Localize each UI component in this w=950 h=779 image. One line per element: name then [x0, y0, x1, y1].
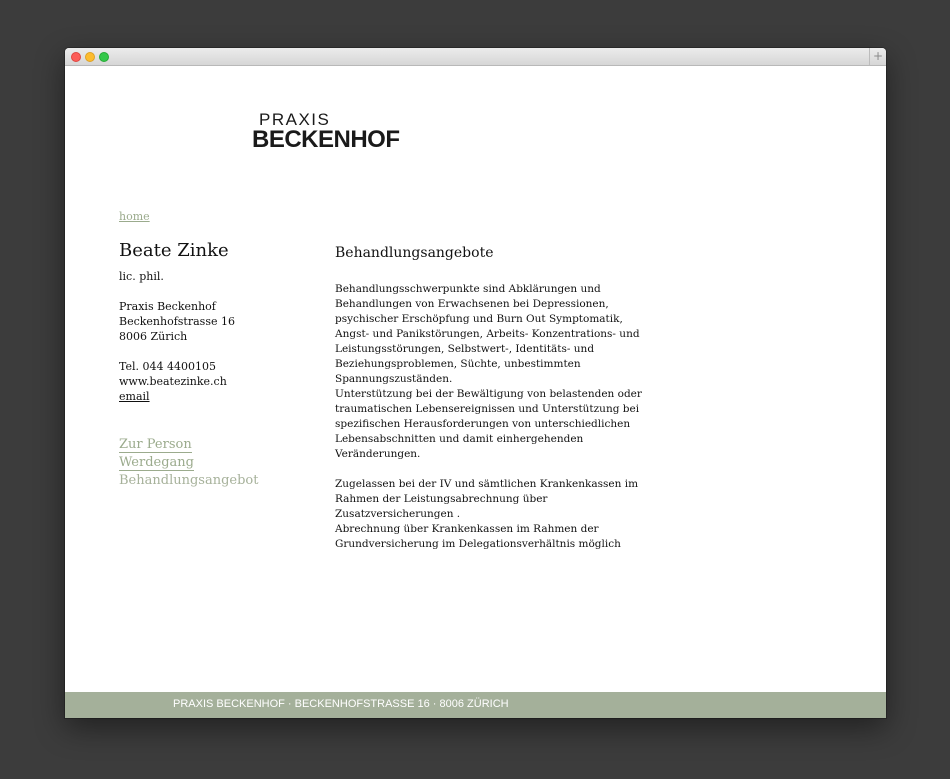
nav-item-label: Behandlungsangebot — [119, 473, 259, 488]
nav-item-label: Zur Person — [119, 437, 192, 452]
academic-title: lic. phil. — [119, 270, 164, 283]
paragraph-line: Lebensabschnitten und damit einhergehenden — [335, 433, 584, 445]
content-heading: Behandlungsangebote — [335, 245, 494, 261]
section-nav — [119, 436, 258, 490]
practice-name: Praxis Beckenhof — [119, 300, 216, 313]
phone-number: Tel. 044 4400105 — [119, 360, 216, 373]
paragraph-line: Spannungszuständen. — [335, 373, 453, 385]
paragraph-line: Zusatzversicherungen . — [335, 508, 461, 520]
nav-item-label: Werdegang — [119, 455, 194, 470]
browser-window — [65, 48, 886, 718]
person-name: Beate Zinke — [119, 240, 229, 261]
contact-block — [119, 269, 235, 404]
paragraph-line: Leistungsstörungen, Selbstwert-, Identitäts- und — [335, 343, 595, 355]
home-link[interactable]: home — [119, 210, 150, 223]
paragraph-line: Abrechnung über Krankenkassen im Rahmen der — [335, 523, 599, 535]
minimize-window-button[interactable] — [85, 52, 95, 62]
paragraph-line: Angst- und Panikstörungen, Arbeits- Konzentrations- und — [335, 328, 640, 340]
new-tab-button[interactable]: + — [869, 48, 886, 65]
zoom-window-button[interactable] — [99, 52, 109, 62]
paragraph-line: psychischer Erschöpfung und Burn Out Symptomatik, — [335, 313, 623, 325]
paragraph-line: Unterstützung bei der Bewältigung von belastenden oder — [335, 388, 642, 400]
paragraph-line: Behandlungsschwerpunkte sind Abklärungen und — [335, 283, 601, 295]
paragraph-line: Veränderungen. — [335, 448, 421, 460]
street-address: Beckenhofstrasse 16 — [119, 315, 235, 328]
nav-item-behandlungsangebot[interactable] — [119, 472, 258, 490]
website-text: www.beatezinke.ch — [119, 375, 227, 388]
footer-bar — [65, 692, 886, 718]
paragraph-line: spezifischen Herausforderungen von unterschiedlichen — [335, 418, 631, 430]
email-link[interactable]: email — [119, 390, 150, 403]
city-address: 8006 Zürich — [119, 330, 188, 343]
site-logo[interactable] — [252, 111, 400, 152]
nav-item-zur-person[interactable] — [119, 436, 258, 454]
window-titlebar — [65, 48, 886, 66]
paragraph-line: Behandlungen von Erwachsenen bei Depressionen, — [335, 298, 609, 310]
footer-address: PRAXIS BECKENHOF · BECKENHOFSTRASSE 16 · 8006 ZÜRICH — [173, 698, 509, 710]
nav-item-werdegang[interactable] — [119, 454, 258, 472]
paragraph-line: Grundversicherung im Delegationsverhältnis möglich — [335, 538, 621, 550]
paragraph-line: Rahmen der Leistungsabrechnung über — [335, 493, 548, 505]
paragraph-line: traumatischen Lebensereignissen und Unterstützung bei — [335, 403, 640, 415]
logo-line-praxis: PRAXIS — [259, 110, 331, 129]
logo-line-beckenhof: BECKENHOF — [252, 126, 400, 153]
close-window-button[interactable] — [71, 52, 81, 62]
paragraph-line: Zugelassen bei der IV und sämtlichen Krankenkassen im — [335, 478, 639, 490]
paragraph-line: Beziehungsproblemen, Süchte, unbestimmten — [335, 358, 581, 370]
content-body — [335, 282, 655, 552]
